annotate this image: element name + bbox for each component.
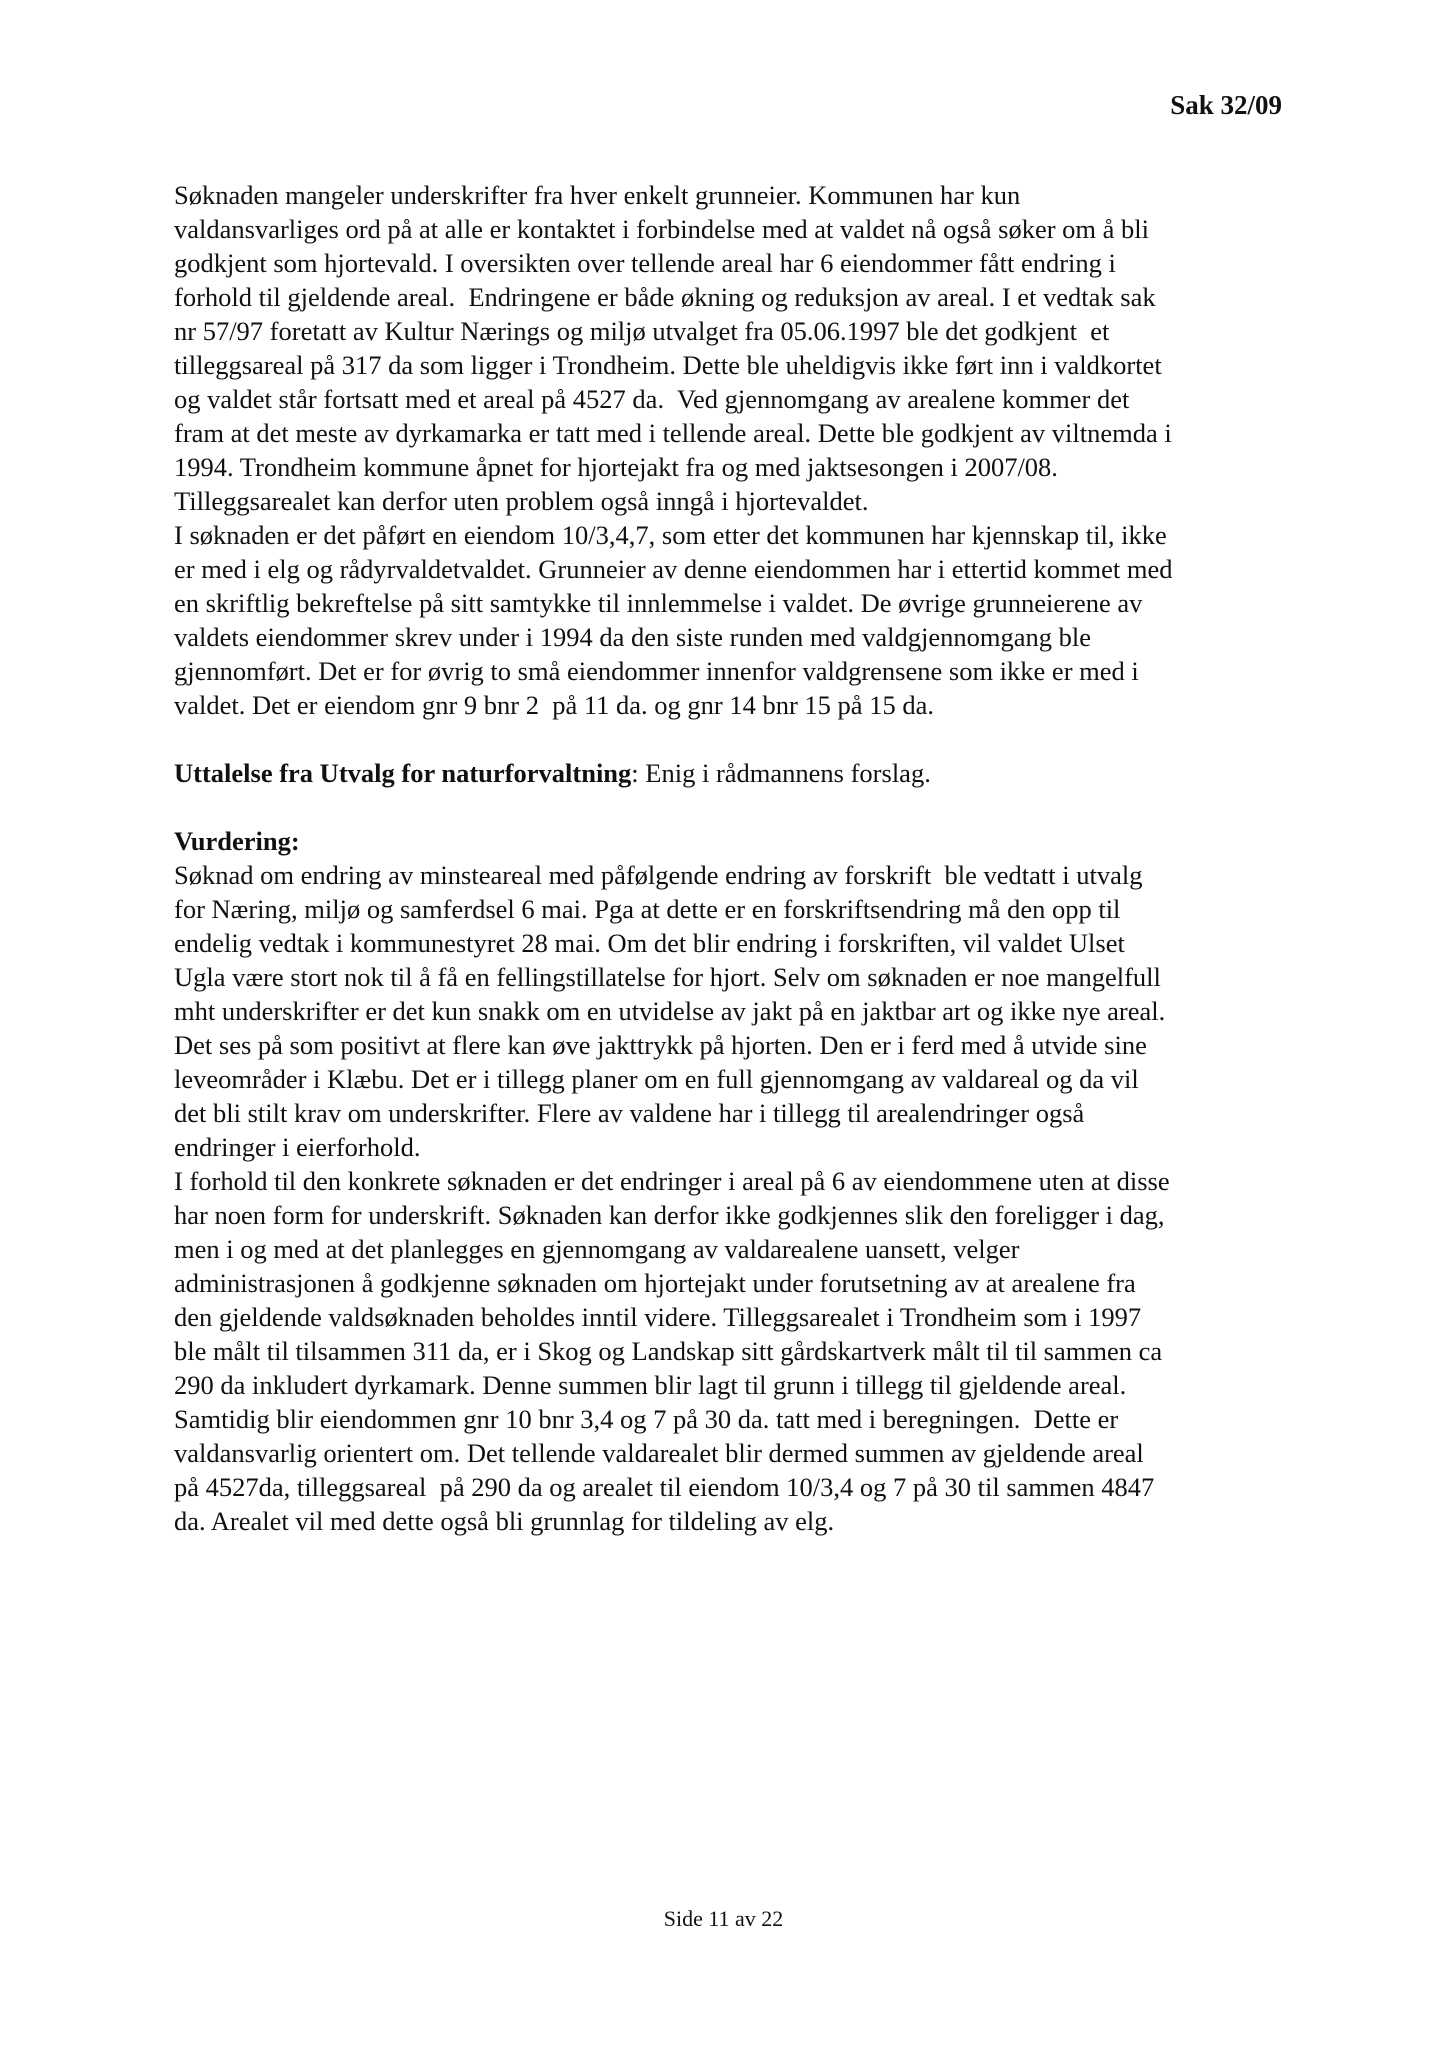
- text-line: Ugla være stort nok til å få en fellingstillatelse for hjort. Selv om søknaden er noe mangelfull: [174, 962, 1161, 992]
- statement-text: : Enig i rådmannens forslag.: [631, 758, 931, 788]
- text-line: den gjeldende valdsøknaden beholdes inntil videre. Tilleggsarealet i Trondheim som i 1997: [174, 1302, 1142, 1332]
- text-line: valdets eiendommer skrev under i 1994 da den siste runden med valdgjennomgang ble: [174, 622, 1091, 652]
- text-line: valdansvarliges ord på at alle er kontaktet i forbindelse med at valdet nå også søker om å bli: [174, 214, 1150, 244]
- text-line: mht underskrifter er det kun snakk om en utvidelse av jakt på en jaktbar art og ikke nye areal.: [174, 996, 1166, 1026]
- text-line: endelig vedtak i kommunestyret 28 mai. Om det blir endring i forskriften, vil valdet Ulset: [174, 928, 1125, 958]
- text-line: Søknad om endring av minsteareal med påfølgende endring av forskrift ble vedtatt i utvalg: [174, 860, 1143, 890]
- text-line: Søknaden mangeler underskrifter fra hver enkelt grunneier. Kommunen har kun: [174, 180, 1021, 210]
- text-line: leveområder i Klæbu. Det er i tillegg planer om en full gjennomgang av valdareal og da vil: [174, 1064, 1139, 1094]
- text-line: men i og med at det planlegges en gjennomgang av valdarealene uansett, velger: [174, 1234, 1020, 1264]
- paragraph-property: [174, 518, 1284, 722]
- assessment-paragraph-2: [174, 1164, 1284, 1538]
- text-line: administrasjonen å godkjenne søknaden om hjortejakt under forutsetning av at arealene fra: [174, 1268, 1136, 1298]
- text-line: endringer i eierforhold.: [174, 1132, 421, 1162]
- text-line: valdet. Det er eiendom gnr 9 bnr 2 på 11 da. og gnr 14 bnr 15 på 15 da.: [174, 690, 934, 720]
- text-line: nr 57/97 foretatt av Kultur Nærings og miljø utvalget fra 05.06.1997 ble det godkjent et: [174, 316, 1110, 346]
- text-line: det bli stilt krav om underskrifter. Flere av valdene har i tillegg til arealendringer også: [174, 1098, 1085, 1128]
- text-line: godkjent som hjortevald. I oversikten over tellende areal har 6 eiendommer fått endring i: [174, 248, 1116, 278]
- text-line: valdansvarlig orientert om. Det tellende valdarealet blir dermed summen av gjeldende areal: [174, 1438, 1144, 1468]
- assessment-paragraph-1: [174, 858, 1284, 1164]
- statement-label: Uttalelse fra Utvalg for naturforvaltning: [174, 758, 632, 788]
- text-line: tilleggsareal på 317 da som ligger i Trondheim. Dette ble uheldigvis ikke ført inn i valdkortet: [174, 350, 1162, 380]
- page-number: Side 11 av 22: [663, 1906, 784, 1931]
- text-line: ble målt til tilsammen 311 da, er i Skog og Landskap sitt gårdskartverk målt til til sammen ca: [174, 1336, 1163, 1366]
- document-body: [174, 178, 1284, 1538]
- text-line: da. Arealet vil med dette også bli grunnlag for tildeling av elg.: [174, 1506, 835, 1536]
- text-line: 290 da inkludert dyrkamark. Denne summen blir lagt til grunn i tillegg til gjeldende areal.: [174, 1370, 1127, 1400]
- text-line: forhold til gjeldende areal. Endringene er både økning og reduksjon av areal. I et vedtak sak: [174, 282, 1156, 312]
- text-line: har noen form for underskrift. Søknaden kan derfor ikke godkjennes slik den foreligger i dag,: [174, 1200, 1165, 1230]
- paragraph-applicant-signatures: [174, 178, 1284, 518]
- text-line: en skriftlig bekreftelse på sitt samtykke til innlemmelse i valdet. De øvrige grunneierene av: [174, 588, 1143, 618]
- text-line: for Næring, miljø og samferdsel 6 mai. Pga at dette er en forskriftsendring må den opp til: [174, 894, 1121, 924]
- text-line: fram at det meste av dyrkamarka er tatt med i tellende areal. Dette ble godkjent av viltnemda i: [174, 418, 1172, 448]
- text-line: 1994. Trondheim kommune åpnet for hjortejakt fra og med jaktsesongen i 2007/08.: [174, 452, 1058, 482]
- spacer: [174, 790, 1284, 824]
- text-line: I forhold til den konkrete søknaden er det endringer i areal på 6 av eiendommene uten at disse: [174, 1166, 1170, 1196]
- text-line: Samtidig blir eiendommen gnr 10 bnr 3,4 og 7 på 30 da. tatt med i beregningen. Dette er: [174, 1404, 1119, 1434]
- text-line: I søknaden er det påført en eiendom 10/3,4,7, som etter det kommunen har kjennskap til, ikke: [174, 520, 1167, 550]
- text-line: på 4527da, tilleggsareal på 290 da og arealet til eiendom 10/3,4 og 7 på 30 til sammen 4847: [174, 1472, 1155, 1502]
- case-number: Sak 32/09: [1170, 90, 1282, 120]
- text-line: Tilleggsarealet kan derfor uten problem også inngå i hjortevaldet.: [174, 486, 869, 516]
- spacer: [174, 722, 1284, 756]
- text-line: og valdet står fortsatt med et areal på 4527 da. Ved gjennomgang av arealene kommer det: [174, 384, 1130, 414]
- text-line: Det ses på som positivt at flere kan øve jakttrykk på hjorten. Den er i ferd med å utvide sine: [174, 1030, 1147, 1060]
- text-line: gjennomført. Det er for øvrig to små eiendommer innenfor valdgrensene som ikke er med i: [174, 656, 1139, 686]
- committee-statement: [174, 756, 1284, 790]
- text-line: er med i elg og rådyrvaldetvaldet. Grunneier av denne eiendommen har i ettertid kommet med: [174, 554, 1173, 584]
- assessment-heading: Vurdering:: [174, 826, 300, 856]
